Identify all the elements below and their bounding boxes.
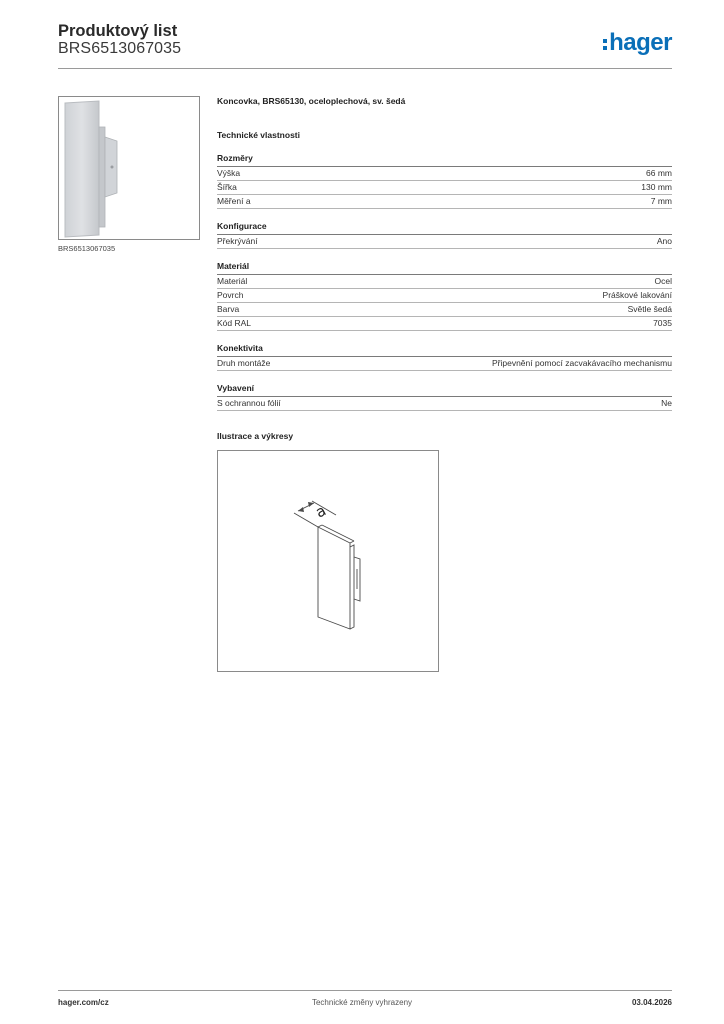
spec-value: Práškové lakování [602, 290, 672, 300]
spec-row [217, 317, 672, 331]
spec-label: Kód RAL [217, 318, 252, 328]
product-name: Koncovka, BRS65130, oceloplechová, sv. šedá [217, 96, 406, 106]
end-cap-drawing-icon [218, 451, 438, 671]
end-cap-photo-icon [59, 97, 199, 239]
spec-label: Šířka [217, 182, 237, 192]
spec-value: 66 mm [646, 168, 672, 178]
footer-date: 03.04.2026 [631, 998, 672, 1007]
technical-drawing [217, 450, 439, 672]
spec-group-connectivity [217, 343, 672, 371]
spec-row [217, 235, 672, 249]
group-title: Konfigurace [217, 221, 672, 235]
spec-row [217, 357, 672, 371]
spec-value: Světle šedá [627, 304, 672, 314]
spec-row [217, 289, 672, 303]
spec-row [217, 397, 672, 411]
spec-row [217, 303, 672, 317]
spec-label: Druh montáže [217, 358, 271, 368]
spec-label: Měření a [217, 196, 251, 206]
product-code: BRS6513067035 [58, 40, 182, 57]
spec-group-dimensions [217, 153, 672, 209]
spec-heading: Technické vlastnosti [217, 130, 300, 140]
footer-disclaimer: Technické změny vyhrazeny [311, 998, 413, 1007]
spec-value: 130 mm [641, 182, 672, 192]
photo-caption: BRS6513067035 [58, 244, 116, 253]
spec-row [217, 167, 672, 181]
spec-label: Povrch [217, 290, 244, 300]
dimension-label: a [312, 501, 330, 522]
spec-value: Ne [661, 398, 672, 408]
spec-label: Materiál [217, 276, 248, 286]
spec-group-material [217, 261, 672, 331]
spec-row [217, 275, 672, 289]
spec-value: Ocel [654, 276, 672, 286]
spec-group-configuration [217, 221, 672, 249]
illustrations-heading: Ilustrace a výkresy [217, 431, 294, 441]
product-photo [58, 96, 200, 240]
page-header [58, 20, 672, 70]
footer-divider [58, 990, 672, 991]
spec-group-equipment [217, 383, 672, 411]
group-title: Materiál [217, 261, 672, 275]
logo-dots-icon [603, 39, 607, 50]
hager-logo[interactable] [603, 30, 672, 56]
group-title: Konektivita [217, 343, 672, 357]
spec-content [217, 96, 672, 423]
logo-text: hager [609, 29, 672, 56]
spec-value: Ano [656, 236, 672, 246]
spec-label: S ochrannou fólií [217, 398, 281, 408]
spec-row [217, 195, 672, 209]
group-title: Rozměry [217, 153, 672, 167]
spec-label: Výška [217, 168, 241, 178]
spec-label: Barva [217, 304, 240, 314]
group-title: Vybavení [217, 383, 672, 397]
footer-website-link[interactable]: hager.com/cz [58, 998, 109, 1007]
spec-value: 7 mm [650, 196, 672, 206]
spec-label: Překrývání [217, 236, 258, 246]
page-title: Produktový list [58, 22, 178, 40]
spec-value: Připevnění pomocí zacvakávacího mechanismu [491, 358, 672, 368]
spec-row [217, 181, 672, 195]
spec-value: 7035 [653, 318, 672, 328]
header-divider [58, 68, 672, 69]
